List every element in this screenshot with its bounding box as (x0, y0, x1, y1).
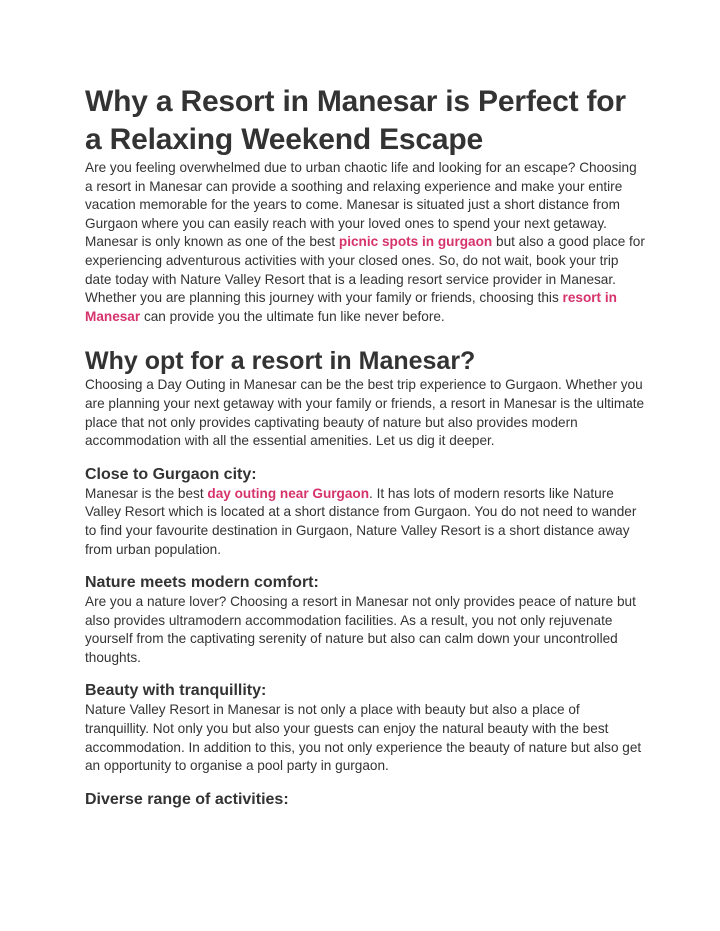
document-page (85, 83, 645, 810)
diverse-activities-heading: Diverse range of activities: (85, 790, 289, 808)
why-opt-paragraph: Choosing a Day Outing in Manesar can be the best trip experience to Gurgaon. Whether you are planning your next getaway with your family or friends, a resort in Manesar is the ultimate place that not only provides captivating beauty of nature but also provides modern accommodation with all the essential amenities. Let us dig it deeper. (85, 377, 645, 449)
intro-paragraph (85, 159, 645, 326)
beauty-tranquillity-paragraph: Nature Valley Resort in Manesar is not only a place with beauty but also a place of tranquillity. Not only you but also your guests can enjoy the natural beauty with the best accommodation. In addition to this, you not only experience the beauty of nature but also get an opportunity to organise a pool party in gurgaon. (85, 702, 642, 774)
close-to-gurgaon-heading: Close to Gurgaon city: (85, 465, 257, 483)
day-outing-link[interactable]: day outing near Gurgaon (207, 485, 370, 501)
intro-text-part2: but also a good place for experiencing adventurous activities with your closed ones. So, do not wait, book your trip date today with Nature Valley Resort that is a leading resort service provider in Manesar. Whether you are planning this journey with your family or friends, choosing this (85, 234, 645, 306)
picnic-spots-link[interactable]: picnic spots in gurgaon (338, 234, 493, 250)
page-title: Why a Resort in Manesar is Perfect for a Relaxing Weekend Escape (85, 85, 626, 156)
intro-text-part3: can provide you the ultimate fun like never before. (140, 308, 445, 324)
intro-text-part1: Are you feeling overwhelmed due to urban chaotic life and looking for an escape? Choosing a resort in Manesar can provide a soothing and relaxing experience and make your entire vacation memorable for the years to come. Manesar is situated just a short distance from Gurgaon where you can easily reach with your loved ones to spend your next getaway. Manesar is only known as one of the best (85, 160, 637, 250)
nature-modern-comfort-paragraph: Are you a nature lover? Choosing a resort in Manesar not only provides peace of nature but also provides ultramodern accommodation facilities. As a result, you not only rejuvenate yourself from the captivating serenity of nature but also can calm down your uncontrolled thoughts. (85, 594, 636, 665)
nature-modern-comfort-heading: Nature meets modern comfort: (85, 574, 319, 592)
close-to-gurgaon-paragraph (85, 485, 645, 559)
resort-in-manesar-link[interactable]: resort in Manesar (85, 290, 617, 324)
close-text-part1: Manesar is the best (85, 485, 208, 501)
close-text-part2: . It has lots of modern resorts like Nature Valley Resort which is located at a short distance from Gurgaon. You do not need to wander to find your favourite destination in Gurgaon, Nature Valley Resort is a short distance away from urban population. (85, 485, 637, 557)
why-opt-heading: Why opt for a resort in Manesar? (85, 347, 476, 376)
beauty-tranquillity-heading: Beauty with tranquillity: (85, 682, 267, 700)
